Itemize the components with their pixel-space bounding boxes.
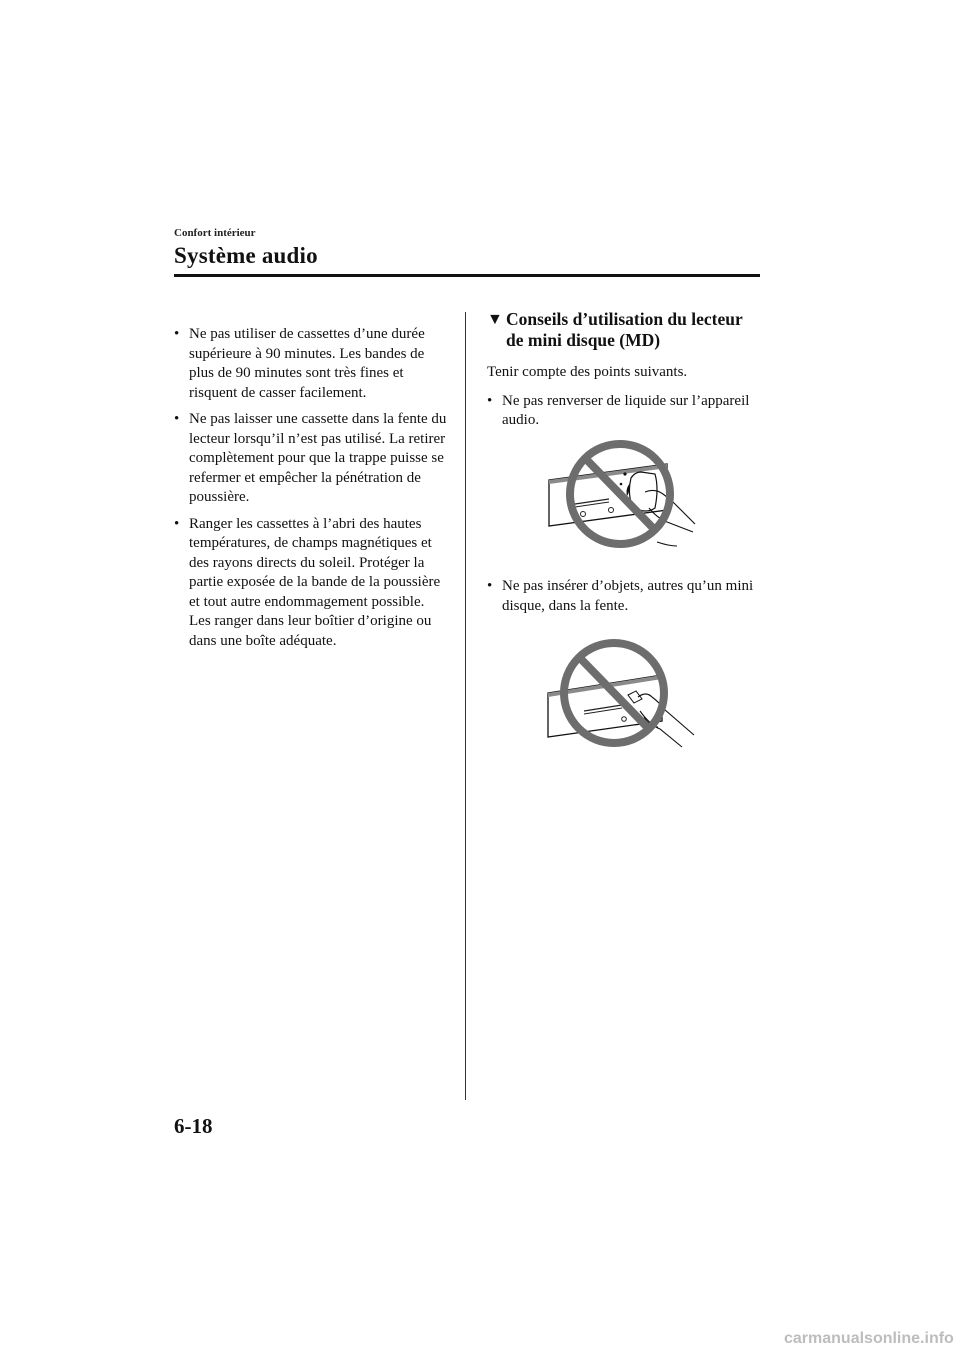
list-item: [174, 410, 449, 508]
page-title: Système audio: [174, 243, 318, 268]
triangle-down-icon: ▼: [487, 311, 503, 328]
section-heading: [487, 309, 762, 351]
section-heading-text: Conseils d’utilisation du lecteur de mini disque (MD): [506, 309, 743, 350]
no-liquid-illustration: [545, 438, 705, 558]
no-objects-illustration: [544, 633, 704, 755]
section-label: Confort intérieur: [174, 227, 256, 239]
list-item: [174, 325, 449, 403]
bullet-icon: •: [174, 515, 180, 532]
left-column: [174, 325, 449, 658]
list-item: [174, 515, 449, 652]
right-column: [487, 309, 762, 438]
list-item-text: Ne pas renverser de liquide sur l’appareil audio.: [502, 392, 750, 428]
list-item-text: Ne pas insérer d’objets, autres qu’un mini disque, dans la fente.: [502, 578, 754, 614]
column-divider: [465, 312, 466, 1100]
heading-rule: [174, 274, 760, 277]
list-item-text: Ranger les cassettes à l’abri des hautes températures, de champs magnétiques et des rayons directs du soleil. Protéger la partie exposée de la bande de la poussière et tout autre endommagement possible. Les ranger dans leur boîtier d’origine ou dans une boîte adéquate.: [189, 515, 441, 649]
bullet-icon: •: [174, 411, 180, 427]
bullet-icon: •: [487, 392, 493, 409]
bullet-icon: •: [487, 578, 493, 594]
intro-text: Tenir compte des points suivants.: [487, 364, 688, 380]
list-item: [487, 577, 777, 616]
list-item: [487, 392, 762, 431]
watermark-text: carmanualsonline.info: [784, 1330, 954, 1347]
page-number: 6-18: [174, 1114, 213, 1138]
list-item-text: Ne pas laisser une cassette dans la fente du lecteur lorsqu’il n’est pas utilisé. La retirer complètement pour que la trappe puisse se refermer et empêcher la pénétration de poussière.: [189, 411, 447, 505]
list-item-text: Ne pas utiliser de cassettes d’une durée supérieure à 90 minutes. Les bandes de plus de 90 minutes sont très fines et risquent de casser facilement.: [189, 326, 425, 401]
bullet-icon: •: [174, 326, 180, 342]
